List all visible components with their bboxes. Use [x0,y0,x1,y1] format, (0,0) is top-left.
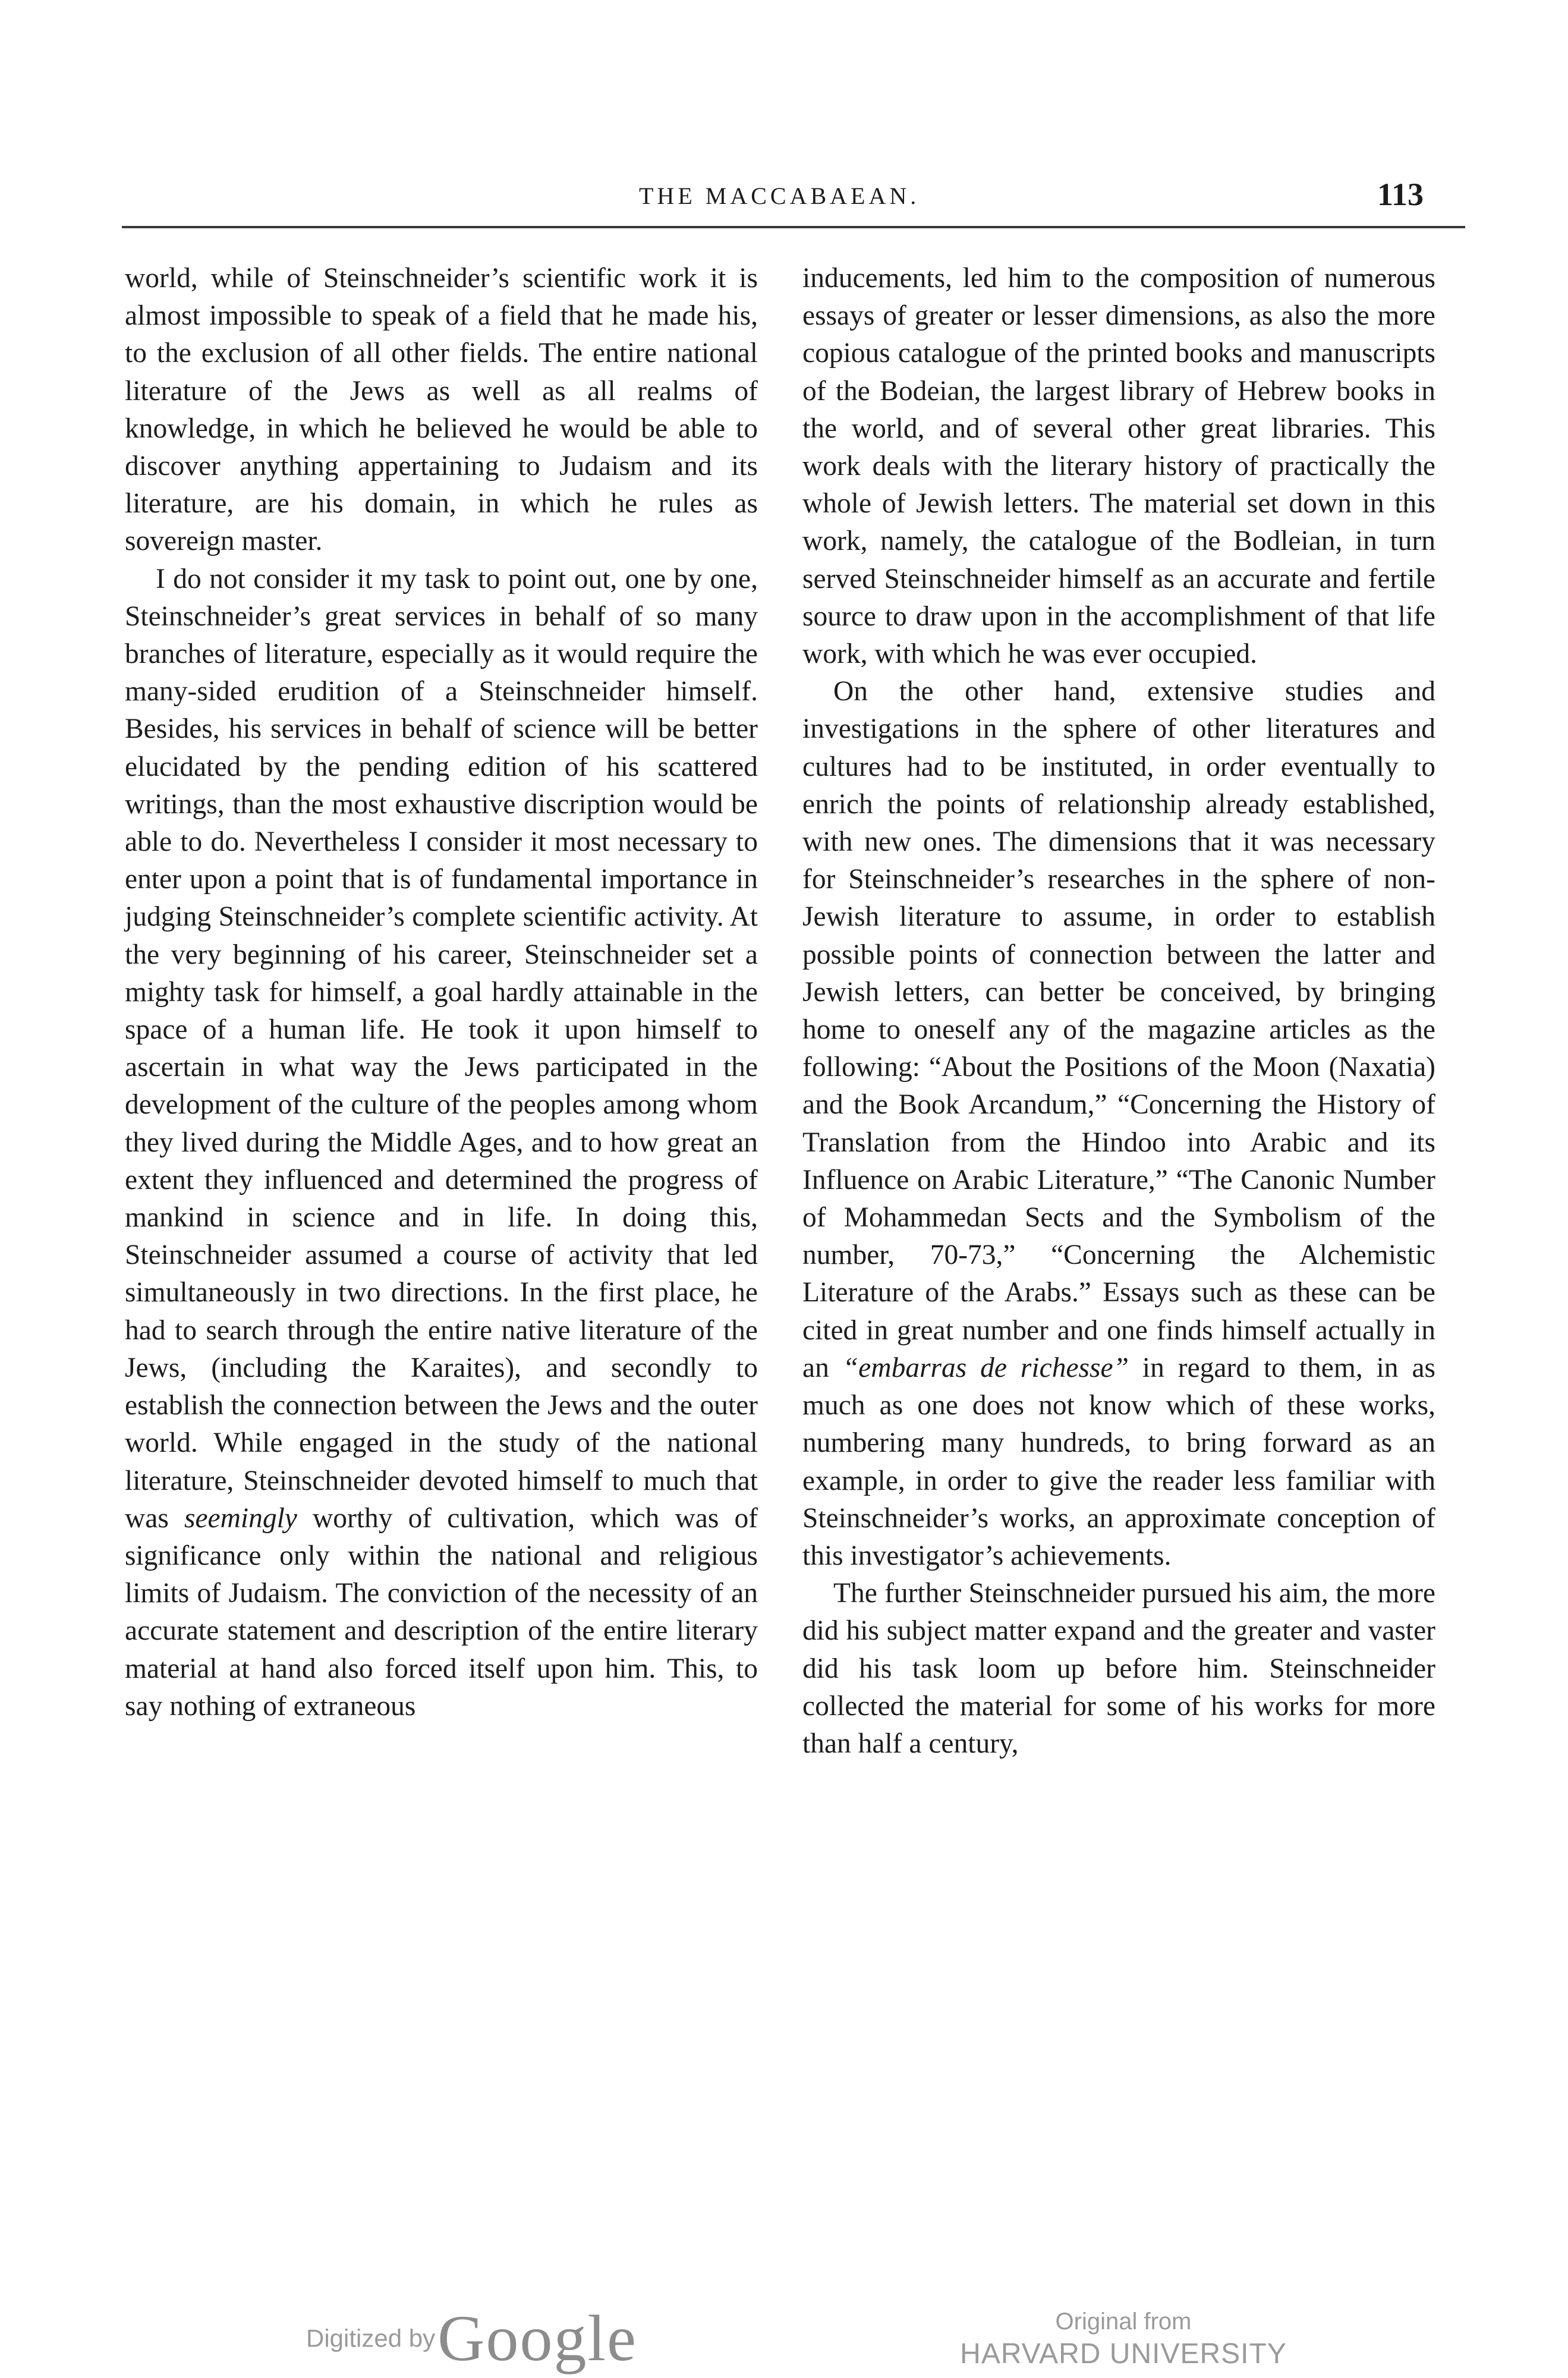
paragraph-text: I do not consider it my task to point out, one by one, Steinschneider’s great services in behalf of so many branches of literature, especially as it would require the many-sided erudition of a Steinschneider himself. Besides, his services in behalf of science will be better elucidated by the pending edition of his scattered writings, than the most exhaustive discription would be able to do. Nevertheless I consider it most necessary to enter upon a point that is of fundamental importance in judging Steinschneider’s complete scientific activity. At the very beginning of his career, Steinschneider set a mighty task for himself, a goal hardly attainable in the space of a human life. He took it upon himself to ascertain in what way the Jews participated in the development of the culture of the peoples among whom they lived during the Middle Ages, and to how great an extent they influenced and determined the progress of mankind in science and in life. In doing this, Steinschneider assumed a course of activity that led simultaneously in two directions. In the first place, he had to search through the entire native literature of the Jews, (including the Karaites), and secondly to establish the connection between the Jews and the outer world. While engaged in the study of the national literature, Steinschneider devoted himself to much that was [125,563,758,1534]
digitized-by-label: Digitized by [306,2324,436,2352]
page-number: 113 [1377,177,1424,212]
running-head [122,178,1465,228]
text-column-left [125,260,758,1725]
original-source-watermark [957,2307,1290,2372]
paragraph [802,673,1435,1575]
paragraph: inducements, led him to the composition of numerous essays of greater or lesser dimensions, as also the more copious catalogue of the printed books and manuscripts of the Bodeian, the largest library of Hebrew books in the world, and of several other great libraries. This work deals with the literary history of practically the whole of Jewish letters. The material set down in this work, namely, the catalogue of the Bodleian, in turn served Steinschneider himself as an accurate and fertile source to draw upon in the accomplishment of that life work, with which he was ever occupied. [802,263,1435,670]
running-title: THE MACCABAEAN. [639,183,920,209]
digitized-by-watermark [306,2301,637,2372]
institution-name: HARVARD UNIVERSITY [960,2338,1287,2370]
emphasized-phrase: “embarras de richesse” [842,1352,1129,1383]
paragraph-text: On the other hand, extensive studies and investigations in the sphere of other literatures and cultures had to be instituted, in order eventually to enrich the points of relationship already established, with new ones. The dimensions that it was necessary for Steinschneider’s researches in the sphere of non-Jewish literature to assume, in order to establish possible points of connection between the latter and Jewish letters, can better be conceived, by bringing home to oneself any of the magazine articles as the following: “About the Positions of the Moon (Naxatia) and the Book Arcandum,” “Concerning the History of Translation from the Hindoo into Arabic and its Influence on Arabic Literature,” “The Canonic Number of Mohammedan Sects and the Symbolism of the number, 70-73,” “Concerning the Alchemistic Literature of the Arabs.” Essays such as these can be cited in great number and one finds himself actually in an [802,676,1435,1383]
paragraph [125,561,758,1725]
google-logo: Google [437,2302,637,2374]
paragraph: The further Steinschneider pursued his aim, the more did his subject matter expand and the greater and vaster did his task loom up before him. Steinschneider collected the material for some of his works for more than half a century, [802,1578,1435,1759]
paragraph-text: worthy of cultivation, which was of significance only within the national and religious limits of Judaism. The conviction of the necessity of an accurate statement and description of the entire literary material at hand also forced itself upon him. This, to say nothing of extraneous [125,1502,758,1722]
paragraph: world, while of Steinschneider’s scientific work it is almost impossible to speak of a field that he made his, to the exclusion of all other fields. The entire national literature of the Jews as well as all realms of knowledge, in which he believed he would be able to discover anything appertaining to Judaism and its literature, are his domain, in which he rules as sovereign master. [125,263,758,557]
emphasized-word: seemingly [184,1502,297,1534]
paragraph-text: in regard to them, in as much as one does not know which of these works, numbering many hundreds, to bring forward as an example, in order to give the reader less familiar with Steinschneider’s works, an approximate conception of this investigator’s achievements. [802,1352,1436,1571]
original-from-label: Original from [1055,2308,1192,2335]
text-column-right [802,260,1435,1763]
